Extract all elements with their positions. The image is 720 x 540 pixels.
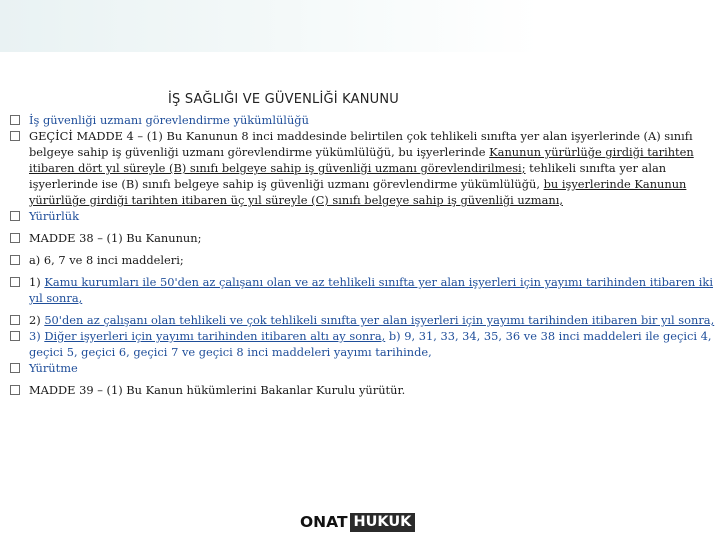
list-item-a [10, 252, 718, 268]
square-bullet-icon [10, 331, 20, 341]
header-band [0, 0, 720, 52]
logo-hukuk: HUKUK [350, 513, 416, 532]
underlined-text: Kanunun yürürlüğe girdiği tarihten itibaren dört yıl süreyle (B) sınıfı belgeye sahip iş güvenliği uzmanı görevlendirilmesi; [29, 145, 694, 175]
square-bullet-icon [10, 385, 20, 395]
square-bullet-icon [10, 363, 20, 373]
paragraph-text: b) 9, 31, 33, 34, 35, 36 ve 38 inci maddeleri ile geçici 4, geçici 5, geçici 6, geçici 7 ve geçici 8 inci maddeleri yayımı tarihinde, [29, 329, 712, 359]
article-list [10, 112, 718, 398]
paragraph-text: tehlikeli sınıfta yer alan işyerlerinde ise (B) sınıfı belgeye sahip iş güvenliği uzmanı görevlendirme yükümlülüğü, [29, 161, 667, 191]
paragraph-text: GEÇİCİ MADDE 4 – (1) Bu Kanunun 8 inci maddesinde belirtilen çok tehlikeli sınıfta yer alan işyerlerinde (A) sınıfı belgeye sahip iş güvenliği uzmanı görevlendirme yükümlülüğü, bu işyerlerinde [29, 129, 693, 159]
list-item-1 [10, 274, 718, 306]
section-heading: Yürütme [29, 361, 78, 375]
list-item-gecici-madde-4 [10, 128, 718, 208]
list-item-uzman-heading [10, 112, 718, 128]
underlined-text: Kamu kurumları ile 50'den az çalışanı olan ve az tehlikeli sınıfta yer alan işyerleri için yayımı tarihinden itibaren iki yıl sonra, [29, 275, 713, 305]
section-heading: Yürürlük [29, 209, 79, 223]
list-item-yururluk-heading [10, 208, 718, 224]
square-bullet-icon [10, 255, 20, 265]
list-item-3 [10, 328, 718, 360]
list-item-madde-38 [10, 230, 718, 246]
list-item-2 [10, 312, 718, 328]
square-bullet-icon [10, 131, 20, 141]
list-item-yurutme-heading [10, 360, 718, 376]
paragraph-text: 2) [29, 313, 45, 327]
paragraph-text: 1) [29, 275, 45, 289]
paragraph-text: a) 6, 7 ve 8 inci maddeleri; [29, 253, 184, 267]
square-bullet-icon [10, 277, 20, 287]
paragraph-text: MADDE 38 – (1) Bu Kanunun; [29, 231, 202, 245]
paragraph-text: 3) [29, 329, 45, 343]
square-bullet-icon [10, 315, 20, 325]
logo-onat: ONAT [300, 513, 348, 531]
square-bullet-icon [10, 233, 20, 243]
square-bullet-icon [10, 115, 20, 125]
underlined-text: Diğer işyerleri için yayımı tarihinden itibaren altı ay sonra, [44, 329, 386, 343]
section-heading: İş güvenliği uzmanı görevlendirme yükümlülüğü [29, 113, 309, 127]
underlined-text: bu işyerlerinde Kanunun yürürlüğe girdiği tarihten itibaren üç yıl süreyle (C) sınıfı belgeye sahip iş güvenliği uzmanı, [29, 177, 687, 207]
page-title: İŞ SAĞLIĞI VE GÜVENLİĞİ KANUNU [168, 92, 400, 107]
paragraph-text: MADDE 39 – (1) Bu Kanun hükümlerini Bakanlar Kurulu yürütür. [29, 383, 406, 397]
list-item-madde-39 [10, 382, 718, 398]
underlined-text: 50'den az çalışanı olan tehlikeli ve çok tehlikeli sınıfta yer alan işyerleri için yayımı tarihinden itibaren bir yıl sonra, [44, 313, 715, 327]
onat-hukuk-logo [300, 513, 415, 532]
square-bullet-icon [10, 211, 20, 221]
